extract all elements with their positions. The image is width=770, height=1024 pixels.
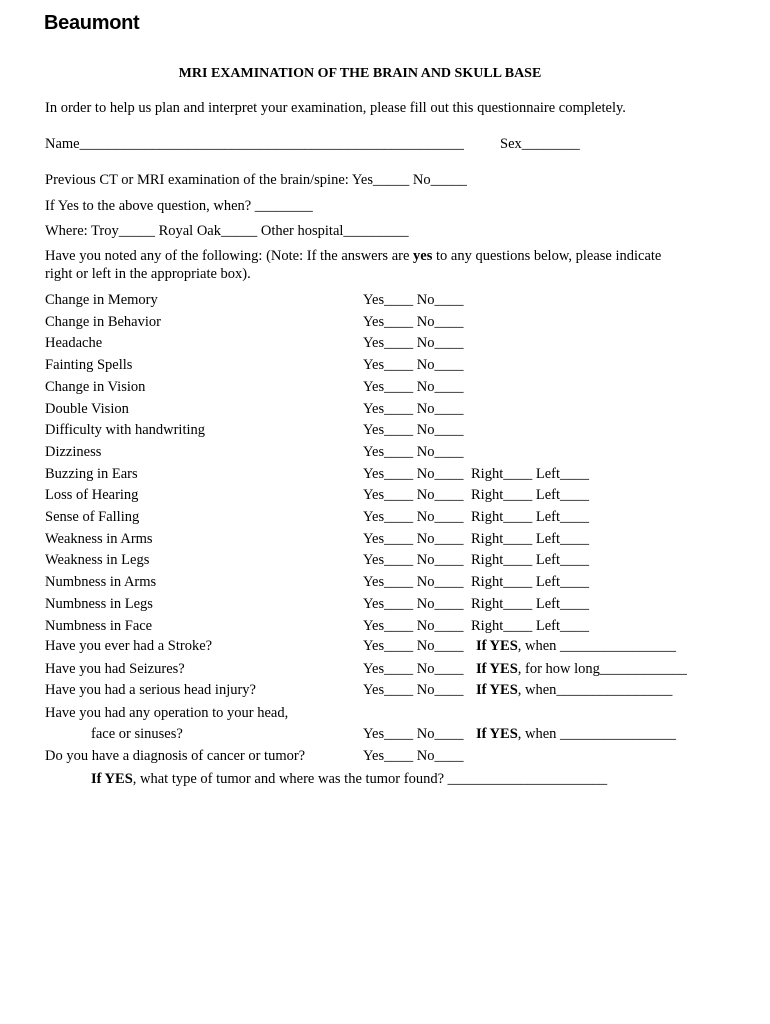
intro-text: In order to help us plan and interpret your examination, please fill out this questionnaire completely. [45, 100, 626, 116]
operation-followup-bold: If YES [476, 726, 518, 742]
symptom-right-left[interactable]: Right____ Left____ [471, 552, 590, 568]
symptom-label: Difficulty with handwriting [45, 422, 206, 438]
symptom-right-left[interactable]: Right____ Left____ [471, 487, 590, 503]
symptom-label: Double Vision [45, 401, 129, 417]
tumor-followup-rest: , what type of tumor and where was the tumor found? ______________________ [132, 771, 608, 787]
name-field[interactable]: Name_____________________________________________________ [45, 136, 464, 152]
symptom-yes-no[interactable]: Yes____ No____ [363, 618, 464, 634]
symptom-yes-no[interactable]: Yes____ No____ [363, 444, 464, 460]
operation-followup[interactable] [476, 726, 676, 743]
symptom-yes-no[interactable]: Yes____ No____ [363, 335, 464, 351]
operation-followup-rest: , when ________________ [517, 726, 677, 742]
symptom-label: Numbness in Arms [45, 574, 157, 590]
symptom-label: Buzzing in Ears [45, 466, 138, 482]
seizures-yes-no[interactable]: Yes____ No____ [363, 661, 464, 677]
symptom-label: Numbness in Face [45, 618, 153, 634]
note-bold: yes [413, 248, 433, 264]
symptom-right-left[interactable]: Right____ Left____ [471, 466, 590, 482]
symptom-yes-no[interactable]: Yes____ No____ [363, 531, 464, 547]
note-line-2: right or left in the appropriate box). [45, 266, 251, 282]
symptom-label: Fainting Spells [45, 357, 133, 373]
seizures-followup-rest: , for how long____________ [517, 661, 687, 677]
symptom-right-left[interactable]: Right____ Left____ [471, 531, 590, 547]
previous-exam-question[interactable]: Previous CT or MRI examination of the brain/spine: Yes_____ No_____ [45, 172, 467, 188]
symptom-yes-no[interactable]: Yes____ No____ [363, 292, 464, 308]
seizures-followup[interactable] [476, 661, 687, 678]
stroke-followup-rest: , when ________________ [517, 638, 677, 654]
head-injury-followup-rest: , when________________ [517, 682, 673, 698]
tumor-followup[interactable] [91, 771, 607, 788]
symptom-yes-no[interactable]: Yes____ No____ [363, 314, 464, 330]
symptom-yes-no[interactable]: Yes____ No____ [363, 487, 464, 503]
page-title: MRI EXAMINATION OF THE BRAIN AND SKULL BASE [178, 66, 542, 81]
beaumont-logo: Beaumont [44, 12, 140, 34]
symptom-yes-no[interactable]: Yes____ No____ [363, 552, 464, 568]
symptom-yes-no[interactable]: Yes____ No____ [363, 401, 464, 417]
cancer-yes-no[interactable]: Yes____ No____ [363, 748, 464, 764]
exam-location[interactable]: Where: Troy_____ Royal Oak_____ Other hospital_________ [45, 223, 409, 239]
note-post: to any questions below, please indicate [432, 248, 662, 264]
symptom-label: Weakness in Legs [45, 552, 150, 568]
symptom-right-left[interactable]: Right____ Left____ [471, 618, 590, 634]
symptom-label: Dizziness [45, 444, 102, 460]
stroke-followup[interactable] [476, 638, 676, 655]
note-pre: Have you noted any of the following: (Note: If the answers are [45, 248, 414, 264]
note-line-1 [45, 248, 661, 265]
operation-question-line-1: Have you had any operation to your head, [45, 705, 289, 721]
symptom-label: Sense of Falling [45, 509, 140, 525]
symptom-label: Change in Vision [45, 379, 146, 395]
head-injury-followup-bold: If YES [476, 682, 518, 698]
stroke-yes-no[interactable]: Yes____ No____ [363, 638, 464, 654]
stroke-question: Have you ever had a Stroke? [45, 638, 213, 654]
tumor-followup-bold: If YES [91, 771, 133, 787]
symptom-right-left[interactable]: Right____ Left____ [471, 509, 590, 525]
previous-exam-when[interactable]: If Yes to the above question, when? ________ [45, 198, 313, 214]
sex-field[interactable]: Sex________ [500, 136, 580, 152]
symptom-label: Numbness in Legs [45, 596, 153, 612]
operation-question-line-2: face or sinuses? [91, 726, 183, 742]
symptom-yes-no[interactable]: Yes____ No____ [363, 422, 464, 438]
head-injury-yes-no[interactable]: Yes____ No____ [363, 682, 464, 698]
symptom-yes-no[interactable]: Yes____ No____ [363, 509, 464, 525]
cancer-question: Do you have a diagnosis of cancer or tumor? [45, 748, 306, 764]
stroke-followup-bold: If YES [476, 638, 518, 654]
seizures-followup-bold: If YES [476, 661, 518, 677]
symptom-right-left[interactable]: Right____ Left____ [471, 596, 590, 612]
symptom-label: Loss of Hearing [45, 487, 139, 503]
symptom-label: Weakness in Arms [45, 531, 153, 547]
symptom-yes-no[interactable]: Yes____ No____ [363, 466, 464, 482]
head-injury-followup[interactable] [476, 682, 672, 699]
symptom-yes-no[interactable]: Yes____ No____ [363, 596, 464, 612]
seizures-question: Have you had Seizures? [45, 661, 185, 677]
symptom-label: Change in Memory [45, 292, 158, 308]
symptom-yes-no[interactable]: Yes____ No____ [363, 357, 464, 373]
symptom-right-left[interactable]: Right____ Left____ [471, 574, 590, 590]
symptom-yes-no[interactable]: Yes____ No____ [363, 379, 464, 395]
operation-yes-no[interactable]: Yes____ No____ [363, 726, 464, 742]
head-injury-question: Have you had a serious head injury? [45, 682, 256, 698]
symptom-yes-no[interactable]: Yes____ No____ [363, 574, 464, 590]
symptom-label: Change in Behavior [45, 314, 161, 330]
symptom-label: Headache [45, 335, 103, 351]
